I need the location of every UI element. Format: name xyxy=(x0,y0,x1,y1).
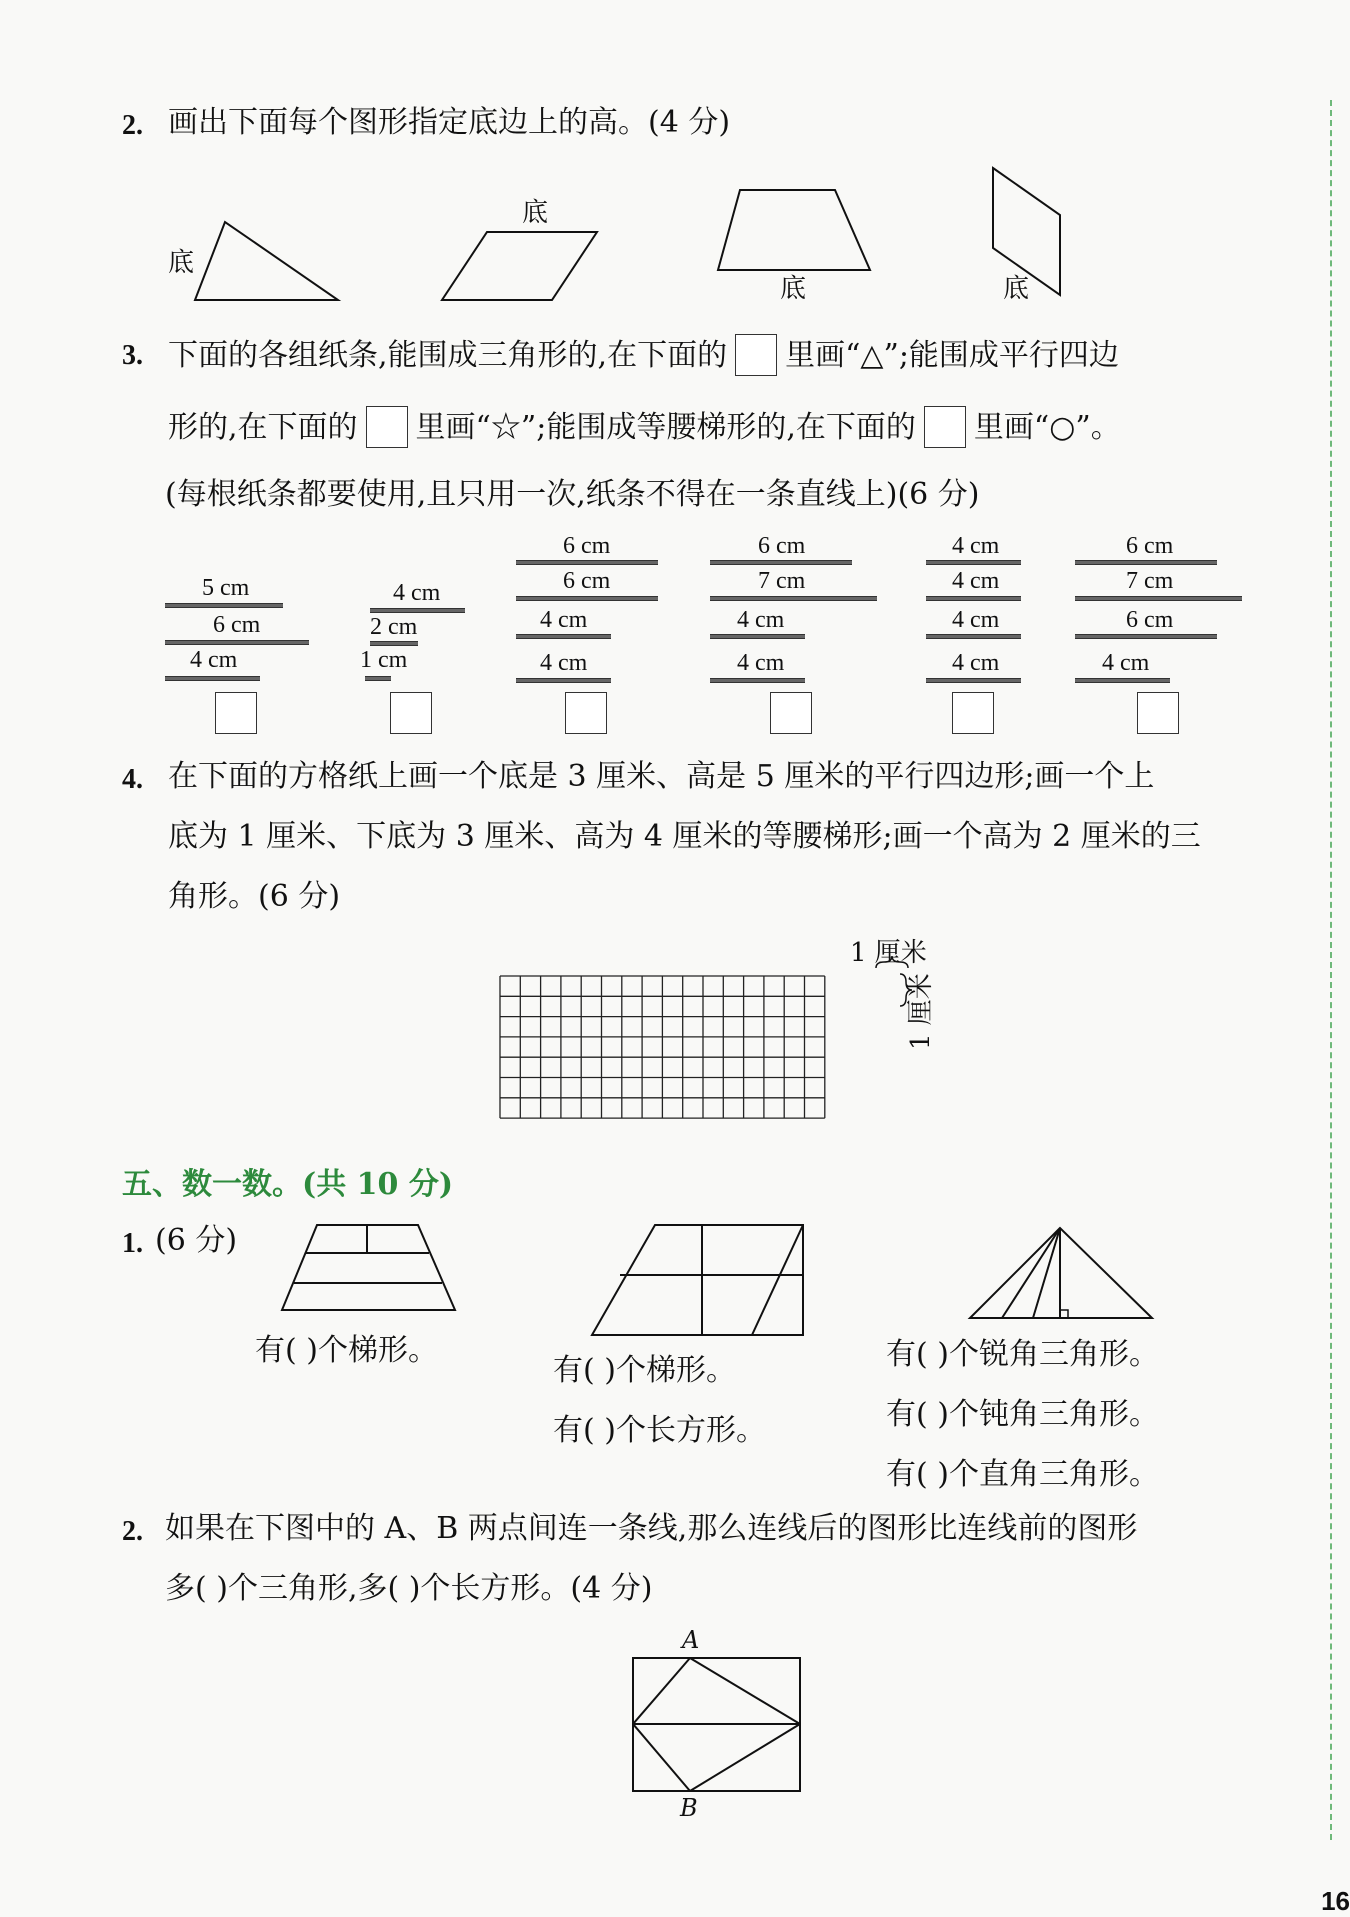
s5q1-number: 1. xyxy=(122,1228,143,1259)
strip-label: 6 cm xyxy=(1126,607,1174,633)
s5q2-line2: 多( )个三角形,多( )个长方形。(4 分) xyxy=(165,1571,653,1606)
q4-line3: 角形。(6 分) xyxy=(168,879,341,914)
section-5-title: 五、数一数。(共 10 分) xyxy=(122,1167,454,1202)
s5q2-point-b: B xyxy=(680,1794,698,1822)
q2-number: 2. xyxy=(122,110,143,141)
strip-label: 6 cm xyxy=(563,568,611,594)
strip-label: 7 cm xyxy=(758,568,806,594)
q3-number: 3. xyxy=(122,340,143,371)
strip-label: 6 cm xyxy=(213,612,261,638)
s5q2-line1: 如果在下图中的 A、B 两点间连一条线,那么连线后的图形比连线前的图形 xyxy=(165,1511,1138,1546)
strip-label: 4 cm xyxy=(952,650,1000,676)
q2-text: 画出下面每个图形指定底边上的高。(4 分) xyxy=(168,105,731,140)
strip-label: 6 cm xyxy=(758,533,806,559)
strip-label: 4 cm xyxy=(737,607,785,633)
strip-label: 4 cm xyxy=(540,607,588,633)
strip-label: 7 cm xyxy=(1126,568,1174,594)
s5q1-c3: 有( )个直角三角形。 xyxy=(886,1457,1159,1492)
s5q1-b1: 有( )个梯形。 xyxy=(553,1353,736,1388)
page-number: 16 xyxy=(1321,1886,1350,1916)
s5q1-c1: 有( )个锐角三角形。 xyxy=(886,1337,1159,1372)
q3-line1-a: 下面的各组纸条,能围成三角形的,在下面的 xyxy=(168,338,728,373)
s5q1-a1: 有( )个梯形。 xyxy=(255,1333,438,1368)
q2-base-label-rhombus: 底 xyxy=(1003,274,1030,304)
strip-label: 6 cm xyxy=(563,533,611,559)
q4-number: 4. xyxy=(122,764,143,795)
strip-label: 4 cm xyxy=(952,568,1000,594)
q4-line2: 底为 1 厘米、下底为 3 厘米、高为 4 厘米的等腰梯形;画一个高为 2 厘米的三 xyxy=(168,819,1201,854)
strip-label: 5 cm xyxy=(202,575,250,601)
q2-base-label-triangle: 底 xyxy=(168,248,195,278)
q3-line2-a: 形的,在下面的 xyxy=(168,410,358,445)
strip-label: 4 cm xyxy=(737,650,785,676)
strip-label: 4 cm xyxy=(540,650,588,676)
q4-unit-horizontal: 1 厘米 xyxy=(850,938,927,968)
q4-line1: 在下面的方格纸上画一个底是 3 厘米、高是 5 厘米的平行四边形;画一个上 xyxy=(168,759,1155,794)
strip-label: 4 cm xyxy=(1102,650,1150,676)
q3-line2-c: 里画“○”。 xyxy=(973,410,1121,445)
s5q2-number: 2. xyxy=(122,1516,143,1547)
s5q1-score: (6 分) xyxy=(155,1223,238,1258)
s5q2-point-a: A xyxy=(682,1626,700,1654)
s5q1-c2: 有( )个钝角三角形。 xyxy=(886,1397,1159,1432)
q3-line3: (每根纸条都要使用,且只用一次,纸条不得在一条直线上)(6 分) xyxy=(165,477,980,512)
strip-label: 4 cm xyxy=(952,533,1000,559)
strip-label: 2 cm xyxy=(370,614,418,640)
q4-unit-vertical: 1 厘米 xyxy=(906,973,936,1050)
strip-label: 4 cm xyxy=(393,580,441,606)
strip-label: 4 cm xyxy=(952,607,1000,633)
q3-line1-b: 里画“△”;能围成平行四边 xyxy=(785,338,1119,373)
q2-base-label-parallelogram: 底 xyxy=(522,198,549,228)
q3-line2-b: 里画“☆”;能围成等腰梯形的,在下面的 xyxy=(415,410,916,445)
q2-base-label-trapezoid: 底 xyxy=(780,274,807,304)
strip-label: 4 cm xyxy=(190,647,238,673)
strip-label: 6 cm xyxy=(1126,533,1174,559)
strip-label: 1 cm xyxy=(360,647,408,673)
s5q1-b2: 有( )个长方形。 xyxy=(553,1413,766,1448)
